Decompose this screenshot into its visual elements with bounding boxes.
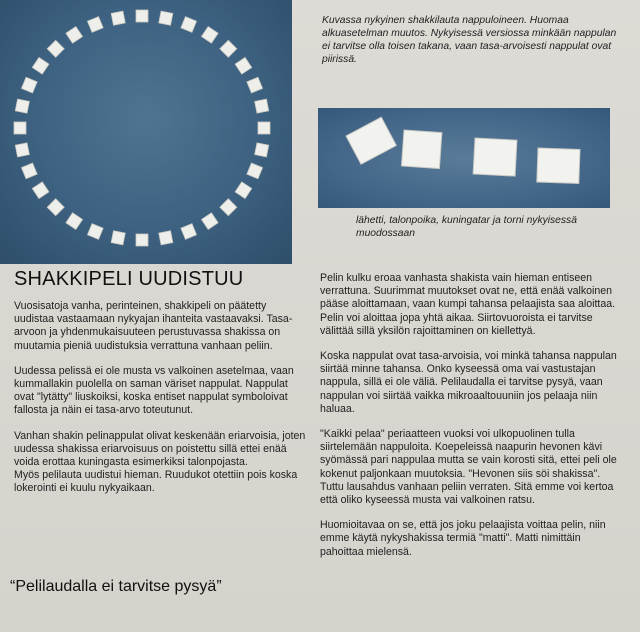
board-piece (32, 182, 49, 199)
board-piece (14, 122, 26, 134)
article-title: SHAKKIPELI UUDISTUU (14, 268, 244, 290)
pull-quote: “Pelilaudalla ei tarvitse pysyä” (10, 578, 222, 595)
board-piece (32, 57, 49, 74)
paragraph: "Kaikki pelaa" periaatteen vuoksi voi ulkopuolinen tulla siirtelemään nappuloita. Koepeleissä naapurin hevonen kävi syömässä pari nappulaa mutta se vain korosti sitä, ettei peli ole kokenut paljonkaan muutoksia. "Hevonen siis söi shakissa". Tuttu lausahdus vanhaan peliin verraten. Sitä emme voi kertoa että oliko kyseessä musta vai valkoinen ratsu. (320, 428, 617, 507)
board-piece (47, 40, 64, 57)
board-piece (66, 27, 83, 44)
paragraph: Vuosisatoja vanha, perinteinen, shakkipeli on päätetty uudistaa vastaamaan nykyajan ihanteita vastaavaksi. Tasa-arvoon ja yhdenmukaisuuteen perustuvassa shakissa on muutamia pieniä uudistuksia verrattuna vanhaan peliin. (14, 300, 293, 352)
board-piece (181, 224, 197, 240)
board-piece (136, 234, 148, 246)
board-piece (21, 163, 37, 179)
board-piece (111, 231, 125, 245)
board-piece (181, 17, 197, 33)
board-piece (247, 163, 263, 179)
board-piece (220, 199, 237, 216)
article-left-column (14, 300, 306, 508)
paragraph: Pelin kulku eroaa vanhasta shakista vain hieman entiseen verrattuna. Suurimmat muutokset ovat ne, että enää valkoinen pääse aloittamaan, vaan kumpi tahansa pelaajista saa aloittaa. Pelin voi aloittaa jopa yhtä aikaa. Siirtovuoroista ei tarvitse välittää sillä yksilön rajoittaminen on kiellettyä. (320, 272, 616, 337)
board-piece (66, 213, 83, 230)
board-piece (255, 143, 269, 157)
board-piece (15, 143, 29, 157)
board-piece (47, 199, 64, 216)
piece-rook (537, 148, 580, 183)
board-caption: Kuvassa nykyinen shakkilauta nappuloineen. Huomaa alkuasetelman muutos. Nykyisessä versiossa minkään nappulan ei tarvitse olla toisen takana, vaan tasa-arvoisesti nappulat ovat piirissä. (322, 15, 617, 65)
pieces-set (318, 108, 610, 208)
board-piece (111, 11, 125, 25)
piece-bishop (346, 117, 396, 164)
board-piece (159, 11, 173, 25)
board-photo (0, 0, 292, 264)
board-piece (201, 213, 218, 230)
pieces-photo (318, 108, 610, 208)
board-piece (255, 99, 269, 113)
board-piece (15, 99, 29, 113)
board-piece (87, 224, 103, 240)
piece-pawn (401, 130, 441, 169)
board-piece (159, 231, 173, 245)
board-piece (136, 10, 148, 22)
board-piece (247, 77, 263, 93)
piece-queen (473, 138, 517, 176)
board-piece (87, 17, 103, 33)
paragraph: Vanhan shakin pelinappulat olivat keskenään eriarvoisia, joten uudessa shakissa eriarvoisuus on poistettu sillä ettei enää voida erottaa kuningasta esimerkiksi talonpojasta. Myös pelilauta uudistui hieman. Ruudukot otettiin pois koska lokerointi ei kuulu nykyaikaan. (14, 429, 306, 495)
article-right-column (320, 272, 620, 571)
board-piece (258, 122, 270, 134)
paragraph: Koska nappulat ovat tasa-arvoisia, voi minkä tahansa nappulan siirtää minne tahansa. Onko kyseessä oma vai vastustajan nappula, sillä ei ole väliä. Pelilaudalla ei tarvitse pysyä, vaan nappulan voi siirtää vaikka mikroaaltouuniin jos pelaaja niin haluaa. (320, 350, 617, 415)
board-piece (235, 57, 252, 74)
board-piece (235, 182, 252, 199)
paragraph: Huomioitavaa on se, että jos joku pelaajista voittaa pelin, niin emme käytä nykyshakissa termiä "matti". Matti nimittäin pahoittaa mielensä. (320, 519, 606, 558)
pieces-caption: lähetti, talonpoika, kuningatar ja torni nykyisessä muodossaan (356, 215, 577, 239)
board-piece (21, 77, 37, 93)
board-piece (220, 40, 237, 57)
board-piece (201, 27, 218, 44)
board-pieces-circle (0, 0, 292, 264)
paragraph: Uudessa pelissä ei ole musta vs valkoinen asetelmaa, vaan kummallakin puolella on saman väriset nappulat. Nappulat ovat "lytätty" liuskoiksi, koska entiset nappulat symboloivat fallosta ja näin ei tasa-arvo toteutunut. (14, 364, 294, 417)
